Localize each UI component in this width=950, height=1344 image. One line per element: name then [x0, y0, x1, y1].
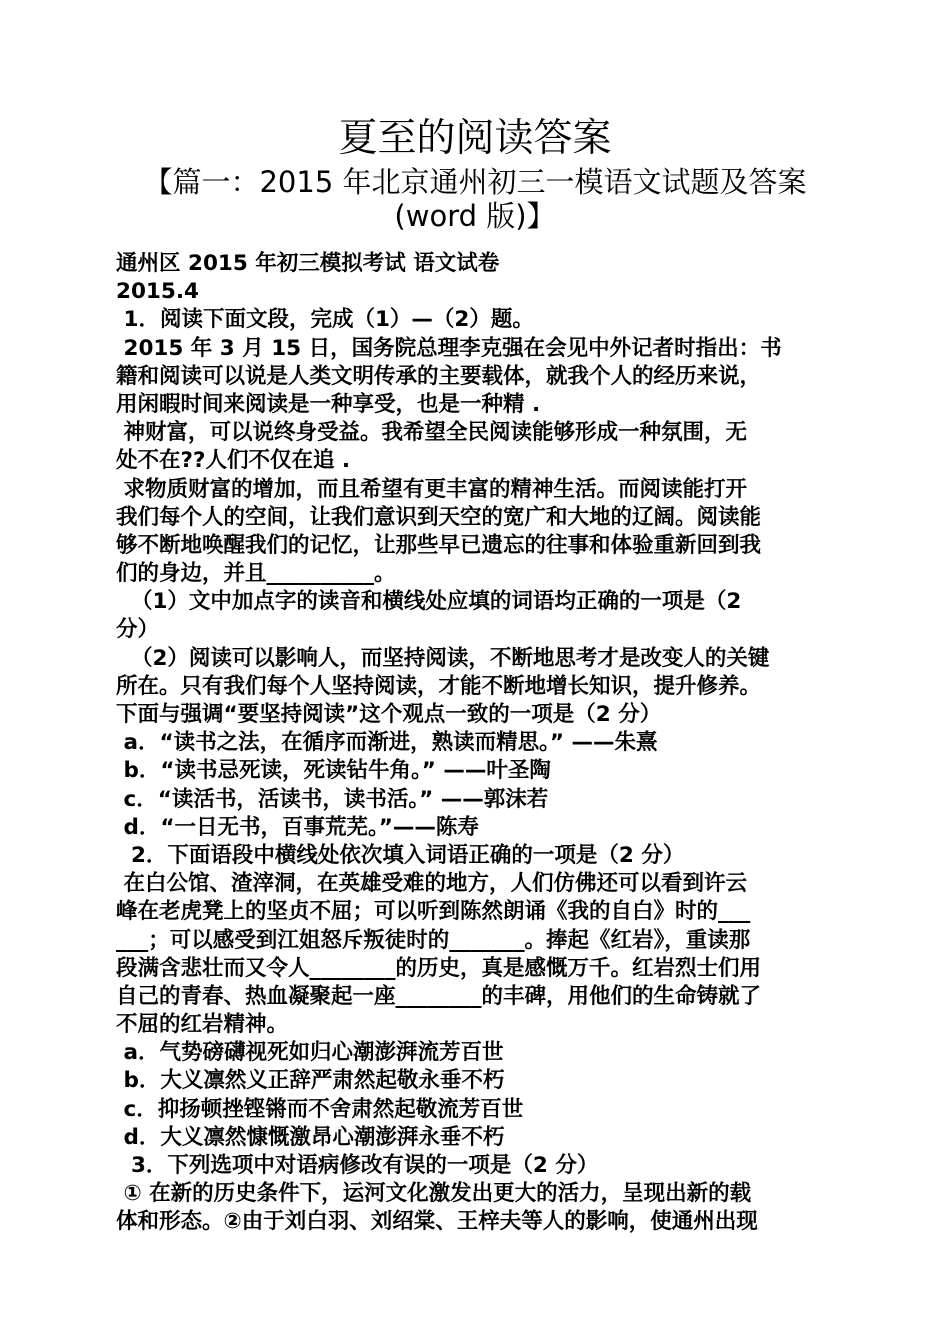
text-line: d．“一日无书，百事荒芜。”——陈寿 — [116, 814, 479, 840]
text-line: 2015 年 3 月 15 日，国务院总理李克强在会见中外记者时指出：书 — [116, 335, 782, 361]
text-line: b．大义凛然义正辞严肃然起敬永垂不朽 — [116, 1068, 505, 1094]
text-line: （2）阅读可以影响人，而坚持阅读，不断地思考才是改变人的关键 — [116, 645, 770, 671]
text-line: （1）文中加点字的读音和横线处应填的词语均正确的一项是（2 — [116, 589, 742, 615]
text-line: 3．下列选项中对语病修改有误的一项是（2 分） — [116, 1153, 599, 1178]
document-title: 夏至的阅读答案 — [338, 116, 612, 161]
text-line: 自己的青春、热血凝聚起一座________的丰碑，用他们的生命铸就了 — [116, 983, 762, 1009]
text-line: 在白公馆、渣滓洞，在英雄受难的地方，人们仿佛还可以看到许云 — [116, 871, 747, 897]
text-line: d．大义凛然慷慨激昂心潮澎湃永垂不朽 — [116, 1124, 505, 1150]
text-line: ① 在新的历史条件下，运河文化激发出更大的活力，呈现出新的载 — [116, 1181, 752, 1207]
text-line: 体和形态。②由于刘白羽、刘绍棠、王梓夫等人的影响，使通州出现 — [116, 1209, 758, 1235]
text-line: c．抑扬顿挫铿锵而不舍肃然起敬流芳百世 — [116, 1096, 524, 1122]
text-line: 所在。只有我们每个人坚持阅读，才能不断地增长知识，提升修养。 — [116, 673, 762, 699]
text-line: 段满含悲壮而又令人________的历史，真是感慨万千。红岩烈士们用 — [116, 955, 762, 981]
text-line: 够不断地唤醒我们的记忆，让那些早已遗忘的往事和体验重新回到我 — [116, 532, 762, 558]
document-subtitle-line1: 【篇一：2015 年北京通州初三一模语文试题及答案 — [143, 165, 807, 199]
text-line: ___；可以感受到江姐怒斥叛徒时的_______。捧起《红岩》，重读那 — [116, 927, 751, 953]
text-line: 不屈的红岩精神。 — [116, 1012, 289, 1038]
text-line: 用闲暇时间来阅读是一种享受，也是一种精 . — [116, 391, 541, 417]
text-line: 通州区 2015 年初三模拟考试 语文试卷 — [116, 251, 500, 276]
text-line: 们的身边，并且__________。 — [116, 561, 396, 587]
text-line: a．气势磅礴视死如归心潮澎湃流芳百世 — [116, 1040, 504, 1066]
text-line: a．“读书之法，在循序而渐进，熟读而精思。” ——朱熹 — [116, 730, 658, 756]
text-line: b．“读书忌死读，死读钻牛角。” ——叶圣陶 — [116, 758, 551, 784]
text-line: 下面与强调“要坚持阅读”这个观点一致的一项是（2 分） — [116, 702, 662, 727]
text-line: 求物质财富的增加，而且希望有更丰富的精神生活。而阅读能打开 — [116, 476, 747, 502]
text-line: 峰在老虎凳上的坚贞不屈；可以听到陈然朗诵《我的自白》时的___ — [116, 899, 751, 925]
text-line: 我们每个人的空间，让我们意识到天空的宽广和大地的辽阔。阅读能 — [116, 504, 762, 530]
text-line: c．“读活书，活读书，读书活。” ——郭沫若 — [116, 786, 549, 812]
text-line: 处不在??人们不仅在追 . — [116, 448, 351, 474]
text-line: 神财富，可以说终身受益。我希望全民阅读能够形成一种氛围，无 — [116, 420, 747, 446]
document-subtitle-line2: (word 版)】 — [394, 199, 556, 233]
text-line: 1．阅读下面文段，完成（1）—（2）题。 — [116, 307, 534, 333]
text-line: 籍和阅读可以说是人类文明传承的主要载体，就我个人的经历来说， — [116, 363, 762, 389]
text-line: 分） — [116, 617, 160, 643]
text-line: 2．下面语段中横线处依次填入词语正确的一项是（2 分） — [116, 842, 685, 868]
text-line: 2015.4 — [116, 279, 199, 305]
document-body — [116, 250, 846, 1237]
